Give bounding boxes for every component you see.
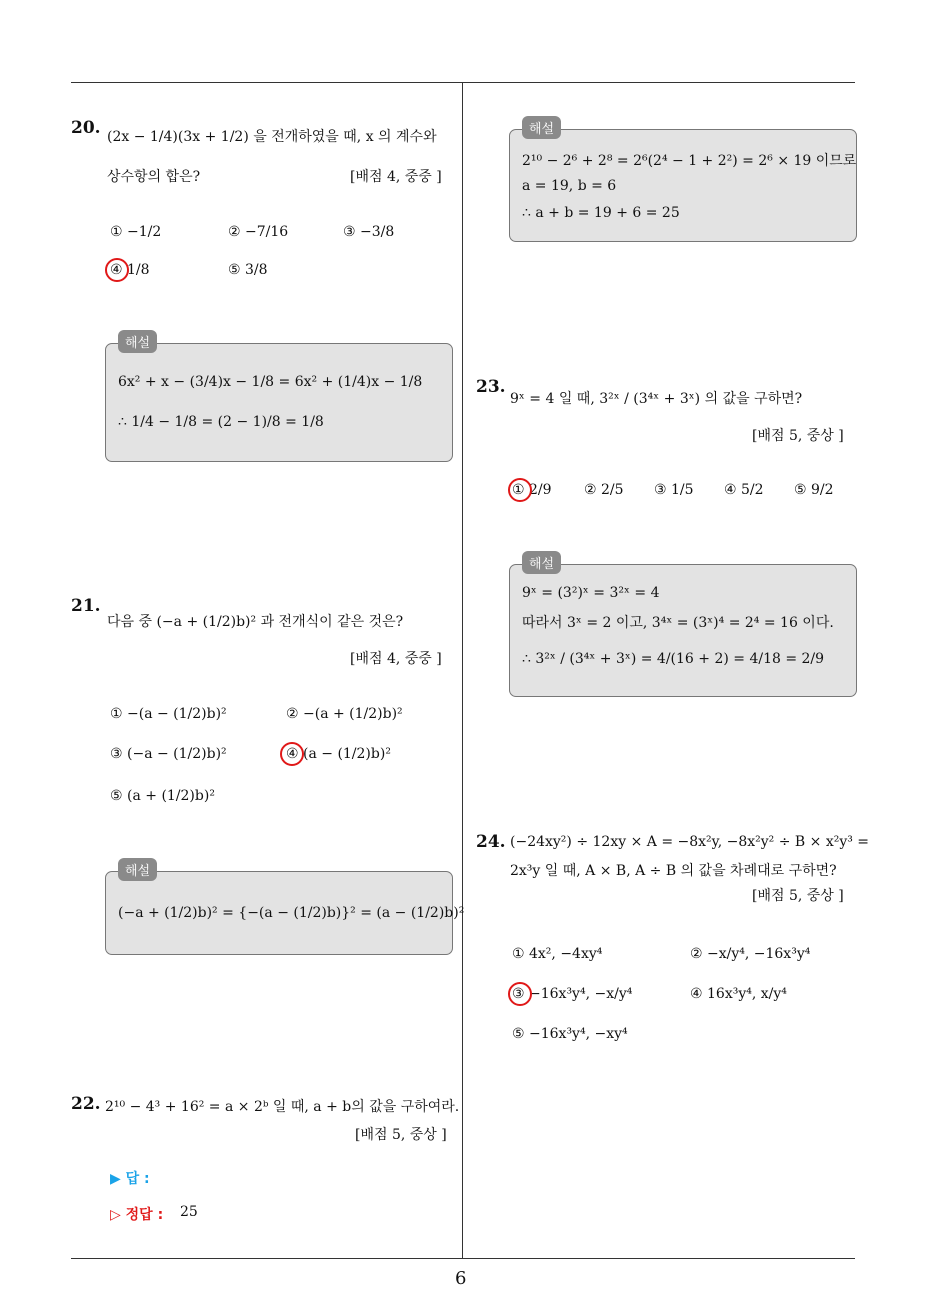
problem-question: (2x − 1/4)(3x + 1/2) 을 전개하였을 때, x 의 계수와 (107, 129, 437, 145)
option-2[interactable]: ② −x/y⁴, −16x³y⁴ (690, 946, 811, 962)
answer-label: ▶ 답 : (110, 1171, 150, 1187)
problem-meta: [배점 5, 중상 ] (752, 428, 844, 444)
solution-line-2: a = 19, b = 6 (522, 178, 617, 194)
option-2[interactable]: ② −(a + (1/2)b)² (286, 706, 403, 722)
option-3[interactable]: ③ (−a − (1/2)b)² (110, 746, 227, 762)
problem-question: 9ˣ = 4 일 때, 3²ˣ / (3⁴ˣ + 3ˣ) 의 값을 구하면? (510, 391, 803, 407)
solution-line-1: 6x² + x − (3/4)x − 1/8 = 6x² + (1/4)x − 1/8 (118, 374, 423, 390)
problem-meta: [배점 5, 중상 ] (752, 888, 844, 904)
option-2[interactable]: ② 2/5 (584, 482, 624, 498)
problem-meta: [배점 5, 중상 ] (355, 1127, 447, 1143)
option-3[interactable]: ③ 1/5 (654, 482, 694, 498)
solution-box (509, 122, 857, 242)
problem-question-line2: 2x³y 일 때, A × B, A ÷ B 의 값을 차례대로 구하면? (510, 863, 837, 879)
answer-circle-marker (508, 478, 532, 502)
option-4[interactable]: ④ 16x³y⁴, x/y⁴ (690, 986, 787, 1002)
solution-line-1: 9ˣ = (3²)ˣ = 3²ˣ = 4 (522, 585, 660, 601)
column-divider (462, 82, 463, 1258)
problem-number: 22. (71, 1094, 101, 1114)
option-4[interactable]: ④ 5/2 (724, 482, 764, 498)
solution-box (105, 336, 453, 462)
problem-question: 2¹⁰ − 4³ + 16² = a × 2ᵇ 일 때, a + b의 값을 구하여라. (105, 1099, 460, 1115)
solution-line-1: (−a + (1/2)b)² = {−(a − (1/2)b)}² = (a − (1/2)b)² (118, 905, 465, 921)
answer-circle-marker (105, 258, 129, 282)
correct-answer-label: ▷ 정답 : (110, 1207, 164, 1223)
correct-answer-value: 25 (180, 1204, 198, 1220)
solution-line-2: 따라서 3ˣ = 2 이고, 3⁴ˣ = (3ˣ)⁴ = 2⁴ = 16 이다. (522, 615, 834, 631)
problem-number: 20. (71, 118, 101, 138)
solution-tag: 해설 (522, 116, 561, 139)
solution-line-2: ∴ 1/4 − 1/8 = (2 − 1)/8 = 1/8 (118, 414, 324, 430)
option-1[interactable]: ① −1/2 (110, 224, 162, 240)
option-1[interactable]: ① 4x², −4xy⁴ (512, 946, 603, 962)
option-5[interactable]: ⑤ 3/8 (228, 262, 268, 278)
problem-meta: [배점 4, 중중 ] (350, 169, 442, 185)
problem-number: 23. (476, 377, 506, 397)
solution-line-1: 2¹⁰ − 2⁶ + 2⁸ = 2⁶(2⁴ − 1 + 2²) = 2⁶ × 19 이므로 (522, 153, 857, 169)
problem-question-line2: 상수항의 합은? (107, 169, 201, 185)
solution-tag: 해설 (118, 330, 157, 353)
option-1[interactable]: ① 2/9 (512, 482, 552, 498)
solution-line-3: ∴ 3²ˣ / (3⁴ˣ + 3ˣ) = 4/(16 + 2) = 4/18 = 2/9 (522, 651, 825, 667)
page-number: 6 (455, 1268, 467, 1289)
option-5[interactable]: ⑤ (a + (1/2)b)² (110, 788, 215, 804)
solution-tag: 해설 (118, 858, 157, 881)
problem-number: 24. (476, 832, 506, 852)
solution-tag: 해설 (522, 551, 561, 574)
option-3[interactable]: ③ −3/8 (343, 224, 395, 240)
answer-circle-marker (280, 742, 304, 766)
option-3[interactable]: ③ −16x³y⁴, −x/y⁴ (512, 986, 633, 1002)
solution-box (105, 864, 465, 955)
solution-box (509, 557, 857, 697)
option-4[interactable]: ④ 1/8 (110, 262, 150, 278)
option-5[interactable]: ⑤ 9/2 (794, 482, 834, 498)
problem-question: (−24xy²) ÷ 12xy × A = −8x²y, −8x²y² ÷ B × x²y³ = (510, 834, 870, 850)
option-2[interactable]: ② −7/16 (228, 224, 289, 240)
solution-line-3: ∴ a + b = 19 + 6 = 25 (522, 205, 680, 221)
option-4[interactable]: ④ (a − (1/2)b)² (286, 746, 391, 762)
top-rule (71, 82, 855, 83)
problem-question: 다음 중 (−a + (1/2)b)² 과 전개식이 같은 것은? (107, 614, 404, 630)
option-1[interactable]: ① −(a − (1/2)b)² (110, 706, 227, 722)
option-5[interactable]: ⑤ −16x³y⁴, −xy⁴ (512, 1026, 628, 1042)
problem-meta: [배점 4, 중중 ] (350, 651, 442, 667)
bottom-rule (71, 1258, 855, 1259)
problem-number: 21. (71, 596, 101, 616)
answer-circle-marker (508, 982, 532, 1006)
